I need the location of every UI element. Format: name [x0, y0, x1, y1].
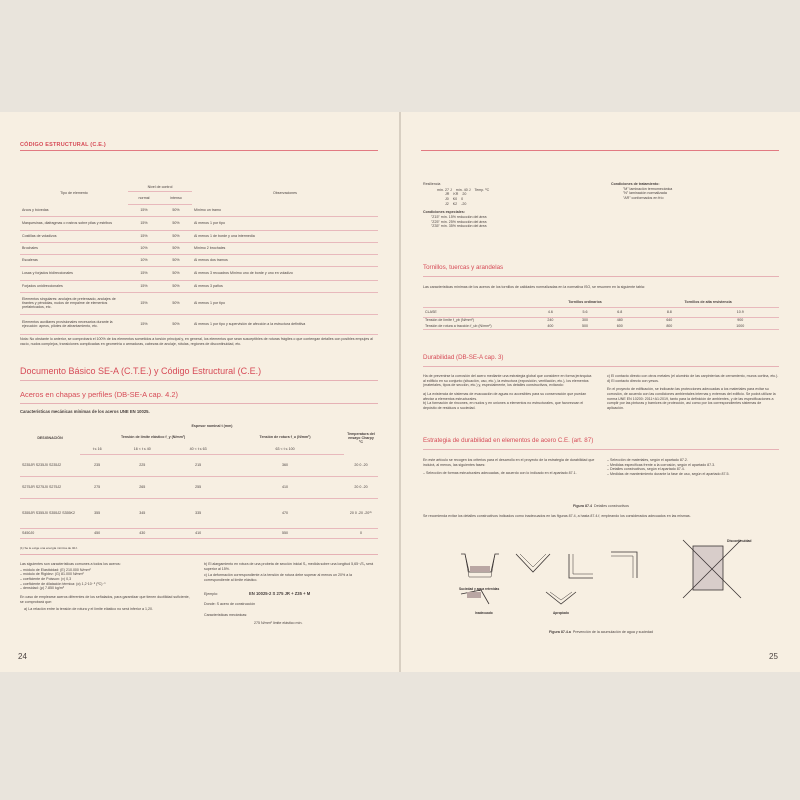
col-nivel: Nivel de control: [128, 182, 192, 192]
subsection-rule: [20, 403, 378, 404]
table-row: Costillas de voladizos 15% 50% Al menos 1 de borde y una intermedia: [20, 230, 378, 242]
left-page: [0, 112, 399, 672]
list-item: – módulo de Elasticidad: (E) 210.000 N/mm²: [20, 567, 91, 572]
header-rule: [20, 150, 378, 151]
table-row: Marquesinas, diafragmas o rostros sobre pilas y estribos 15% 50% Al menos 1 por tipo: [20, 216, 378, 230]
table-row: Arcos y bóvedas 15% 50% Mínimo un tramo: [20, 204, 378, 216]
col-espesor: Espesor nominal t (mm): [191, 424, 233, 428]
recommendation-text: Se recomienda evitar los detalles constructivos indicados como inadecuados en las figuras 87.4, a hasta 87.4.f, empleando los considerados adecuados en las mismas.: [423, 514, 691, 518]
label-discontinuidad: Discontinuidad: [727, 539, 752, 543]
list-item: – densidad: (ρ) 7.850 kg/m³: [20, 586, 64, 591]
col-tipo: Tipo de elemento: [60, 191, 88, 195]
angle-appropriate-1: [516, 554, 550, 572]
label-suciedad: Suciedad y agua retenidas: [459, 587, 500, 591]
tornillos-text: Las características mínimas de los aceros de los tornillos de calidades normalizadas en la normativa ISO, se resumen en la siguiente tabla:: [423, 285, 645, 289]
right-page: [401, 112, 800, 672]
section-title-estrategia: Estrategia de durabilidad en elementos de acero C.E. (art. 87): [423, 437, 594, 444]
table-row: Elementos auxiliares provisionales necesarios durante la ejecución: apeos, pilotes de atirantamiento, etc. 15% 50% Al menos 1 por tipo y supervisión de afección a la estructura definitiva: [20, 314, 378, 334]
col-obs: Observaciones: [273, 191, 297, 195]
table-note: Nota: No obstante lo anterior, se comprobará el 100% de los elementos sometidos a torsión principal y, en general, los elementos que sean susceptibles de roturas frágiles o que contengan detalles con posibles empujes al vacío, nudos complejos, transiciones complicadas en geometría o armaduras, cabezas de anclaje, rótulas, regiones de discontinuidad, etc.: [20, 337, 373, 346]
section-title-main: Documento Básico SE-A (C.T.E.) y Código Estructural (C.E.): [20, 366, 262, 376]
table2-caption: Características mecánicas mínimas de los aceros UNE EN 10025.: [20, 409, 150, 414]
durabilidad-left-column: Ha de prevenirse la corrosión del acero mediante una estrategia global que considere en forma jerárquica al edificio en su conjunto (situación, uso, etc.), la estructura (exposición, ventilación, etc.), los elementos (materiales, tipos de sección, etc.) y, especialmente, los detalles constructivos, evitando: a) La existencia de sistemas de evacuación de aguas no accesibles para su conservación que puedan afectar a elementos estructurales. b) La formación de rincones, en nudos y en uniones a elementos no estructurales, que favorezcan el depósito de residuos o suciedad.: [423, 374, 592, 411]
section-title-tornillos: Tornillos, tuercas y arandelas: [423, 264, 504, 271]
properties-column: Las siguientes son características comunes a todos los aceros: – módulo de Elasticidad: (E) 210.000 N/mm² – módulo de Rigidez: (G) 81.000 N/mm² – coeficiente de Poisson: (ν) 0,3 – coeficiente de dilatación térmica: (α) 1,2·10⁻⁵ (ºC)⁻¹ – densidad: (ρ) 7.850 kg/m³ En caso de emplearse aceros diferentes de los señalados, para garantizar que tienen ductilidad suficiente, se comprobará que: a) La relación entre la tensión de rotura y el límite elástico no será inferior a 1,20.: [20, 562, 192, 612]
label-apropiado: Apropiado: [553, 611, 569, 615]
figure-caption-2: Figura 87.4.a Prevención de la acumulación de agua y suciedad: [548, 630, 654, 634]
bolts-table: Tornillos ordinarios Tornillos de alta resistencia CLASE 4.6 5.6 6.8 8.8 10.9 Tensión de límite f_yb (N/mm²) 240 300 480 640 900 Tensión de rotura a tracción f_ub (N/mm²) 400 500 600 800 1000: [423, 298, 779, 330]
col-temp: Temperatura del ensayo Charpy ºC: [347, 432, 375, 444]
table2-bottom-rule: [20, 554, 378, 555]
conditions-column: b) El alargamiento en rotura de una probeta de sección inicial S₀ medida sobre una longitud 5,65·√S₀ será superior al 15%. c) La deformación correspondiente a la tensión de rotura debe superar al menos un 20% a la correspondiente al límite elástico. Ejemplo: EN 10025-2 S 275 JR + Z35 + M Donde: S acero de construcción Características mecánicas: 275 N/mm² límite elástico mín.: [204, 562, 378, 625]
table-row: Losas y forjados bidireccionales 15% 50% Al menos 3 recuadros Mínimo uno de borde y uno en voladizo: [20, 266, 378, 280]
table-row: Elementos singulares: anclajes de pretensado, anclajes de tirantes y péndolas, nudos de empalme de elementos prefabricados, etc. 15% 50% Al menos 1 por tipo: [20, 292, 378, 314]
steel-properties-table: DESIGNACIÓN Espesor nominal t (mm) Temperatura del ensayo Charpy ºC Tensión de límite elástico f_y (N/mm²) Tensión de rotura f_u (N/mm²) t ≤ 16 16 < t ≤ 40 40 < t ≤ 63 63 < t ≤ 100 S235JR S235J0 S235J2 235 225 215 360 20 0 -20 S275JR S275J0 S275J2 275 265 255 410 20 0 -20 S355JR S355J0 S355J2 S355K2 355 345 335 470 20 0 -20 -20⁽¹⁾ S450J0 450 430 410 550 0: [20, 422, 378, 539]
table-row: S450J0 450 430 410 550 0: [20, 528, 378, 538]
col-normal: normal: [128, 192, 160, 204]
donde-text: Donde: S acero de construcción: [204, 602, 256, 607]
constructive-details-figure: [451, 532, 771, 627]
section-rule: [423, 366, 779, 367]
channel-appropriate: [611, 552, 637, 578]
section-title-durabilidad: Durabilidad (DB-SE-A cap. 3): [423, 354, 504, 361]
discontinuity-detail: [683, 540, 741, 598]
tratamiento-block: Condiciones de tratamiento: "M" laminación termomecánica "N" laminación normalizada "AR" conformados en frío: [611, 182, 673, 201]
section-rule: [20, 380, 378, 381]
table-row: Tensión de límite f_yb (N/mm²) 240 300 480 640 900: [425, 318, 744, 323]
page-number: 25: [769, 652, 778, 661]
list-item: – coeficiente de dilatación térmica: (α) 1,2·10⁻⁵ (ºC)⁻¹: [20, 581, 106, 586]
col-designacion: DESIGNACIÓN: [37, 436, 63, 440]
table-row: Brochales 10% 50% Mínimo 2 brochales: [20, 242, 378, 254]
durabilidad-right-column: c) El contacto directo con otros metales (el aluminio de las carpinterías de cerramiento, muros cortina, etc.). d) El contacto directo con yesos. En el proyecto de edificación, se indicarán las protecciones adecuadas a los materiales para evitar su corrosión, de acuerdo con las condiciones ambientales internas y externas del edificio. Se podrá utilizar la norma UNE EN 10200: 2011+A1:2019, tanto para la definición de ambientes, y de las especificaciones a cumplir por las pinturas y barnices de protección, así como por los correspondientes sistemas de aplicación.: [607, 374, 779, 411]
list-item: – coeficiente de Poisson: (ν) 0,3: [20, 577, 72, 582]
table2-footnote: (1) Se le exige una energía mínima de 40J.: [20, 546, 78, 550]
control-level-table: [20, 182, 378, 335]
section-rule: [423, 449, 779, 450]
page-number: 24: [18, 652, 27, 661]
channel-inadequate: [461, 554, 499, 577]
estrategia-right-column: – Selección de materiales, según el apartado 87.2. – Medidas específicas frente a la corrosión, según el apartado 87.3. – Detalles constructivos, según el apartado 87.4. – Medidas de mantenimiento durante la fase de uso, según el apartado 87.5.: [607, 458, 730, 477]
table-row: Escaleras 10% 50% Al menos dos tramos: [20, 254, 378, 266]
caract-value: 275 N/mm² límite elástico mín.: [254, 620, 303, 625]
estrategia-left-column: En este artículo se recogen los criterios para el desarrollo en el proyecto de la estrategia de durabilidad que incluirá, al menos, las siguientes fases: – Selección de formas estructurales adecuadas, de acuerdo con lo indicado en el apartado 87.1.: [423, 458, 595, 476]
list-item: – módulo de Rigidez: (G) 81.000 N/mm²: [20, 572, 84, 577]
table-row: S355JR S355J0 S355J2 S355K2 355 345 335 470 20 0 -20 -20⁽¹⁾: [20, 498, 378, 528]
page-header: CÓDIGO ESTRUCTURAL (C.E.): [20, 142, 106, 148]
caract-label: Características mecánicas:: [204, 613, 248, 618]
table-row: Tensión de rotura a tracción f_ub (N/mm²) 400 500 600 800 1000: [423, 323, 779, 329]
figure-caption-1: Figura 87.4 Detalles constructivos: [573, 504, 629, 508]
angle-section: [569, 554, 593, 578]
section-rule: [423, 276, 779, 277]
table-row: Forjados unidireccionales 15% 50% Al menos 3 paños: [20, 280, 378, 292]
example-value: EN 10025-2 S 275 JR + Z35 + M: [248, 590, 311, 596]
section-title-sub: Aceros en chapas y perfiles (DB-SE-A cap. 4.2): [20, 390, 178, 399]
table-row: S275JR S275J0 S275J2 275 265 255 410 20 0 -20: [20, 476, 378, 498]
resiliencia-block: Resiliencia mín. 27 J mín. 40 J Temp. ºC JR KR 20 J0 K0 0 J2 K2 -20 Condiciones especiales: "Z15" mín. 15% reducción del área "Z25" mín. 25% reducción del área "Z35" mín. 35% reducción del área: [423, 182, 490, 229]
table-row: S235JR S235J0 S235J2 235 225 215 360 20 0 -20: [20, 454, 378, 476]
label-inadecuado: Inadecuado: [475, 611, 493, 615]
example-label: Ejemplo:: [204, 591, 218, 596]
header-rule: [421, 150, 779, 151]
col-rotura: Tensión de rotura f_u (N/mm²): [259, 435, 311, 439]
bottom-details: [461, 590, 576, 604]
col-intenso: intenso: [160, 192, 192, 204]
col-limite: Tensión de límite elástico f_y (N/mm²): [120, 435, 186, 439]
